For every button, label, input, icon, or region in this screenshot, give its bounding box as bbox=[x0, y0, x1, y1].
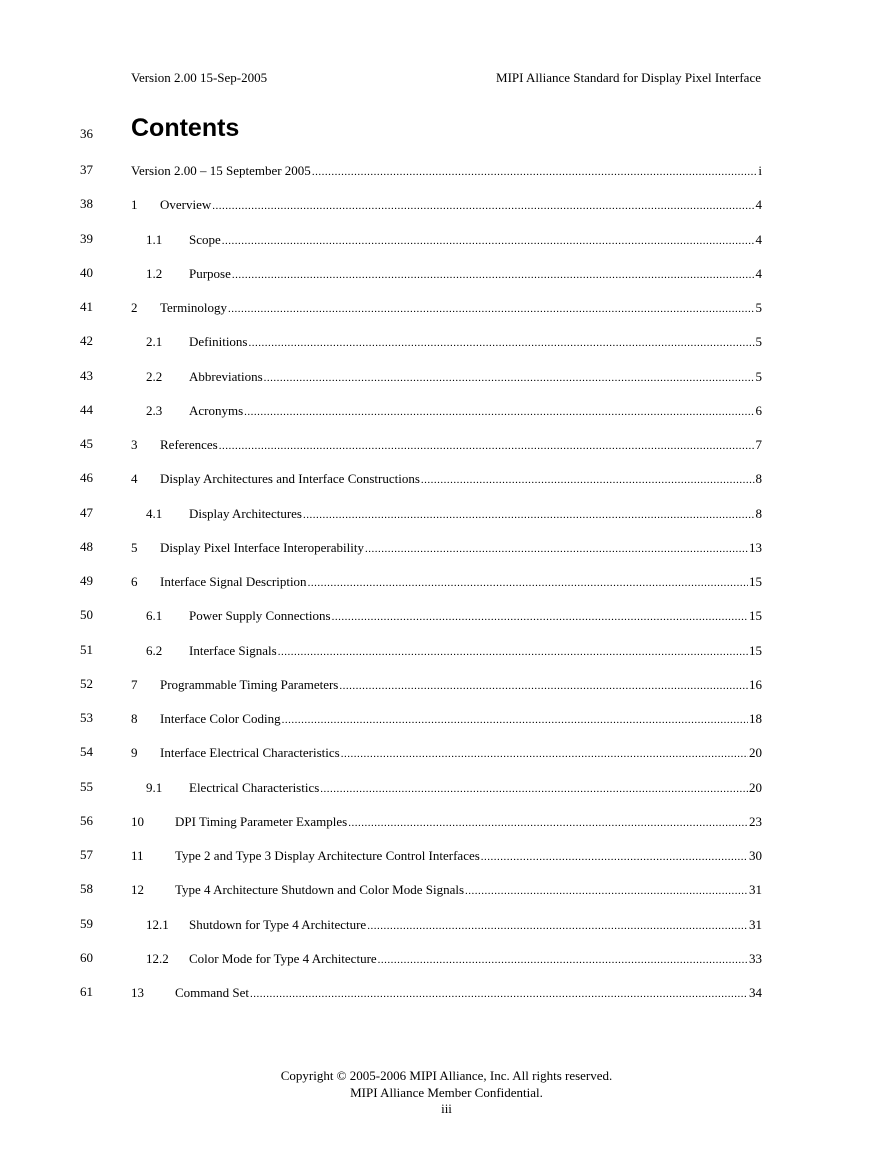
toc-entry-number: 10 bbox=[131, 814, 144, 829]
toc-entry[interactable] bbox=[131, 333, 762, 351]
toc-entry-number: 3 bbox=[131, 437, 138, 452]
line-number: 57 bbox=[80, 847, 93, 862]
toc-entry-page[interactable]: 16 bbox=[749, 677, 762, 692]
toc-entry-label[interactable]: Electrical Characteristics bbox=[189, 780, 320, 795]
line-number: 43 bbox=[80, 368, 93, 383]
toc-entry[interactable] bbox=[131, 539, 762, 557]
toc-entry-label[interactable]: Definitions bbox=[189, 334, 248, 349]
toc-entry-label[interactable]: Abbreviations bbox=[189, 369, 263, 384]
toc-entry[interactable] bbox=[131, 744, 762, 762]
toc-entry-page[interactable]: 18 bbox=[749, 711, 762, 726]
toc-entry-number: 11 bbox=[131, 848, 144, 863]
toc-entry-number: 8 bbox=[131, 711, 138, 726]
page-header-right: MIPI Alliance Standard for Display Pixel Interface bbox=[496, 70, 761, 85]
toc-dot-leader bbox=[232, 266, 755, 284]
toc-entry[interactable] bbox=[131, 299, 762, 317]
line-number: 37 bbox=[80, 162, 93, 177]
toc-dot-leader bbox=[378, 951, 748, 969]
toc-entry-page[interactable]: 23 bbox=[749, 814, 762, 829]
line-number: 58 bbox=[80, 881, 93, 896]
toc-entry-number: 1.2 bbox=[146, 266, 163, 281]
line-number: 42 bbox=[80, 333, 93, 348]
line-number: 45 bbox=[80, 436, 93, 451]
toc-dot-leader bbox=[465, 882, 748, 900]
toc-entry-label[interactable]: References bbox=[160, 437, 218, 452]
toc-entry-number: 12.2 bbox=[146, 951, 169, 966]
toc-entry[interactable] bbox=[131, 368, 762, 386]
toc-entry-label[interactable]: Programmable Timing Parameters bbox=[160, 677, 339, 692]
toc-entry-page[interactable]: i bbox=[758, 163, 762, 178]
toc-dot-leader bbox=[365, 540, 748, 558]
toc-entry-label[interactable]: Interface Signals bbox=[189, 643, 277, 658]
toc-entry-page[interactable]: 13 bbox=[749, 540, 762, 555]
toc-dot-leader bbox=[222, 232, 755, 250]
line-number: 47 bbox=[80, 505, 93, 520]
toc-entry[interactable] bbox=[131, 881, 762, 899]
toc-dot-leader bbox=[249, 334, 755, 352]
toc-dot-leader bbox=[481, 848, 748, 866]
line-number: 60 bbox=[80, 950, 93, 965]
toc-entry-label[interactable]: Type 4 Architecture Shutdown and Color Mode Signals bbox=[175, 882, 465, 897]
line-number: 56 bbox=[80, 813, 93, 828]
toc-entry-label[interactable]: Type 2 and Type 3 Display Architecture Control Interfaces bbox=[175, 848, 480, 863]
toc-dot-leader bbox=[332, 608, 748, 626]
toc-entry-number: 2.1 bbox=[146, 334, 163, 349]
toc-dot-leader bbox=[339, 677, 748, 695]
line-number: 48 bbox=[80, 539, 93, 554]
toc-entry-page[interactable]: 5 bbox=[755, 334, 762, 349]
toc-dot-leader bbox=[341, 745, 748, 763]
footer-page-number: iii bbox=[441, 1101, 452, 1116]
toc-entry-number: 7 bbox=[131, 677, 138, 692]
toc-entry-page[interactable]: 4 bbox=[755, 197, 762, 212]
toc-dot-leader bbox=[348, 814, 748, 832]
toc-entry-page[interactable]: 20 bbox=[749, 745, 762, 760]
toc-entry-label[interactable]: Command Set bbox=[175, 985, 250, 1000]
toc-dot-leader bbox=[278, 643, 748, 661]
toc-entry-page[interactable]: 31 bbox=[749, 882, 762, 897]
toc-dot-leader bbox=[250, 985, 748, 1003]
toc-dot-leader bbox=[212, 197, 754, 215]
toc-entry-number: 2.3 bbox=[146, 403, 163, 418]
toc-entry-page[interactable]: 7 bbox=[755, 437, 762, 452]
toc-entry-label[interactable]: Interface Color Coding bbox=[160, 711, 281, 726]
toc-entry-number: 12 bbox=[131, 882, 144, 897]
toc-entry[interactable] bbox=[131, 916, 762, 934]
toc-entry-page[interactable]: 4 bbox=[755, 266, 762, 281]
toc-entry-label[interactable]: DPI Timing Parameter Examples bbox=[175, 814, 348, 829]
toc-entry[interactable] bbox=[131, 950, 762, 968]
toc-entry-page[interactable]: 8 bbox=[755, 506, 762, 521]
toc-entry[interactable] bbox=[131, 162, 762, 180]
toc-entry[interactable] bbox=[131, 642, 762, 660]
toc-entry-label[interactable]: Interface Electrical Characteristics bbox=[160, 745, 340, 760]
toc-entry-label[interactable]: Interface Signal Description bbox=[160, 574, 307, 589]
toc-entry-page[interactable]: 20 bbox=[749, 780, 762, 795]
toc-entry-label[interactable]: Acronyms bbox=[189, 403, 244, 418]
toc-entry[interactable] bbox=[131, 847, 762, 865]
toc-entry-label[interactable]: Display Pixel Interface Interoperability bbox=[160, 540, 364, 555]
toc-entry-number: 6.1 bbox=[146, 608, 163, 623]
toc-entry[interactable] bbox=[131, 505, 762, 523]
line-number: 46 bbox=[80, 470, 93, 485]
line-number: 59 bbox=[80, 916, 93, 931]
toc-dot-leader bbox=[244, 403, 754, 421]
line-number: 41 bbox=[80, 299, 93, 314]
line-number: 52 bbox=[80, 676, 93, 691]
footer-confidential: MIPI Alliance Member Confidential. bbox=[350, 1085, 543, 1100]
toc-entry-page[interactable]: 4 bbox=[755, 232, 762, 247]
toc-dot-leader bbox=[303, 506, 755, 524]
toc-entry-label[interactable]: Color Mode for Type 4 Architecture bbox=[189, 951, 377, 966]
toc-entry-page[interactable]: 30 bbox=[749, 848, 762, 863]
line-number: 40 bbox=[80, 265, 93, 280]
toc-entry[interactable] bbox=[131, 196, 762, 214]
toc-entry-number: 9.1 bbox=[146, 780, 163, 795]
line-number: 44 bbox=[80, 402, 93, 417]
toc-entry-label[interactable]: Display Architectures bbox=[189, 506, 302, 521]
line-number: 36 bbox=[80, 126, 93, 141]
toc-entry-number: 4 bbox=[131, 471, 138, 486]
toc-entry-number: 6 bbox=[131, 574, 138, 589]
toc-entry-label[interactable]: Shutdown for Type 4 Architecture bbox=[189, 917, 367, 932]
toc-entry[interactable] bbox=[131, 779, 762, 797]
toc-entry-label[interactable]: Power Supply Connections bbox=[189, 608, 331, 623]
toc-entry[interactable] bbox=[131, 813, 762, 831]
toc-entry-number: 2 bbox=[131, 300, 138, 315]
footer-copyright: Copyright © 2005-2006 MIPI Alliance, Inc. All rights reserved. bbox=[280, 1068, 613, 1083]
toc-entry[interactable] bbox=[131, 231, 762, 249]
toc-entry-page[interactable]: 15 bbox=[749, 608, 762, 623]
toc-entry-number: 13 bbox=[131, 985, 144, 1000]
toc-entry-page[interactable]: 15 bbox=[749, 643, 762, 658]
toc-entry-number: 9 bbox=[131, 745, 138, 760]
toc-entry[interactable] bbox=[131, 402, 762, 420]
toc-entry-number: 2.2 bbox=[146, 369, 163, 384]
toc-dot-leader bbox=[367, 917, 748, 935]
line-number: 39 bbox=[80, 231, 93, 246]
toc-entry[interactable] bbox=[131, 470, 762, 488]
line-number: 54 bbox=[80, 744, 93, 759]
page-header-left: Version 2.00 15-Sep-2005 bbox=[131, 70, 268, 85]
toc-entry-number: 1 bbox=[131, 197, 138, 212]
toc-entry-label[interactable]: Version 2.00 – 15 September 2005 bbox=[131, 163, 311, 178]
toc-entry-number: 5 bbox=[131, 540, 138, 555]
line-number: 53 bbox=[80, 710, 93, 725]
toc-dot-leader bbox=[421, 471, 755, 489]
toc-entry[interactable] bbox=[131, 984, 762, 1002]
toc-dot-leader bbox=[312, 163, 758, 181]
toc-entry[interactable] bbox=[131, 607, 762, 625]
toc-entry-page[interactable]: 5 bbox=[755, 369, 762, 384]
toc-entry-label[interactable]: Overview bbox=[160, 197, 212, 212]
toc-dot-leader bbox=[264, 369, 755, 387]
toc-dot-leader bbox=[228, 300, 755, 318]
toc-entry[interactable] bbox=[131, 573, 762, 591]
toc-entry-label[interactable]: Scope bbox=[189, 232, 221, 247]
toc-entry-number: 4.1 bbox=[146, 506, 163, 521]
toc-entry[interactable] bbox=[131, 676, 762, 694]
toc-entry[interactable] bbox=[131, 265, 762, 283]
toc-entry-label[interactable]: Display Architectures and Interface Constructions bbox=[160, 471, 420, 486]
toc-entry-page[interactable]: 34 bbox=[749, 985, 762, 1000]
toc-dot-leader bbox=[219, 437, 755, 455]
page-title: Contents bbox=[131, 114, 240, 142]
line-number: 49 bbox=[80, 573, 93, 588]
toc-entry-page[interactable]: 5 bbox=[755, 300, 762, 315]
toc-dot-leader bbox=[308, 574, 748, 592]
toc-entry[interactable] bbox=[131, 436, 762, 454]
toc-entry-page[interactable]: 8 bbox=[755, 471, 762, 486]
line-number: 38 bbox=[80, 196, 93, 211]
toc-dot-leader bbox=[282, 711, 748, 729]
line-number: 55 bbox=[80, 779, 93, 794]
toc-entry-page[interactable]: 31 bbox=[749, 917, 762, 932]
line-number: 50 bbox=[80, 607, 93, 622]
toc-entry-page[interactable]: 33 bbox=[749, 951, 762, 966]
toc-entry-page[interactable]: 6 bbox=[755, 403, 762, 418]
toc-dot-leader bbox=[320, 780, 748, 798]
toc-entry-label[interactable]: Terminology bbox=[160, 300, 227, 315]
toc-entry-number: 1.1 bbox=[146, 232, 163, 247]
line-number: 61 bbox=[80, 984, 93, 999]
toc-entry-number: 6.2 bbox=[146, 643, 163, 658]
line-number: 51 bbox=[80, 642, 93, 657]
toc-entry[interactable] bbox=[131, 710, 762, 728]
toc-entry-page[interactable]: 15 bbox=[749, 574, 762, 589]
toc-entry-number: 12.1 bbox=[146, 917, 169, 932]
toc-entry-label[interactable]: Purpose bbox=[189, 266, 231, 281]
